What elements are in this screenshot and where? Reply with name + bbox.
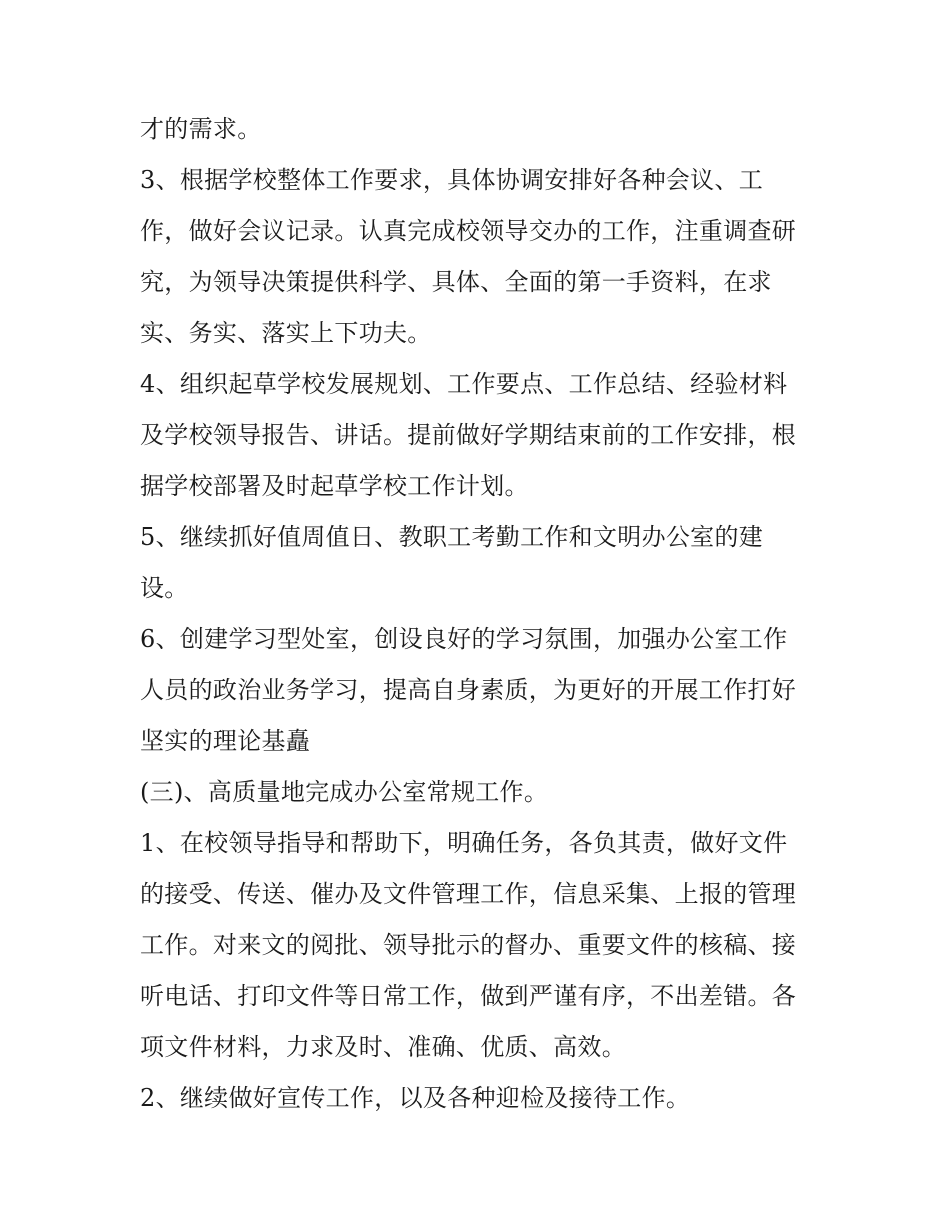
text-line: 3、根据学校整体工作要求，具体协调安排好各种会议、工 — [140, 166, 764, 194]
text-line: 设。 — [140, 574, 189, 602]
text-line: 听电话、打印文件等日常工作，做到严谨有序，不出差错。各 — [140, 982, 797, 1010]
text-line: 1、在校领导指导和帮助下，明确任务，各负其责，做好文件 — [140, 829, 788, 857]
text-line: 究，为领导决策提供科学、具体、全面的第一手资料，在求 — [140, 268, 772, 296]
text-line: 才的需求。 — [140, 115, 262, 143]
text-line: 项文件材料，力求及时、准确、优质、高效。 — [140, 1033, 626, 1061]
text-line: 5、继续抓好值周值日、教职工考勤工作和文明办公室的建 — [140, 523, 764, 551]
text-line: 人员的政治业务学习，提高自身素质，为更好的开展工作打好 — [140, 676, 797, 704]
text-line: 及学校领导报告、讲话。提前做好学期结束前的工作安排，根 — [140, 421, 797, 449]
text-line: 工作。对来文的阅批、领导批示的督办、重要文件的核稿、接 — [140, 931, 797, 959]
text-line: 2、继续做好宣传工作，以及各种迎检及接待工作。 — [140, 1084, 691, 1112]
text-line: 坚实的理论基矗 — [140, 727, 311, 755]
text-line: 实、务实、落实上下功夫。 — [140, 319, 432, 347]
text-line: 4、组织起草学校发展规划、工作要点、工作总结、经验材料 — [140, 370, 788, 398]
text-line: 的接受、传送、催办及文件管理工作，信息采集、上报的管理 — [140, 880, 797, 908]
section-heading: (三)、高质量地完成办公室常规工作。 — [140, 778, 549, 806]
text-line: 作，做好会议记录。认真完成校领导交办的工作，注重调查研 — [140, 217, 797, 245]
text-line: 据学校部署及时起草学校工作计划。 — [140, 472, 529, 500]
text-line: 6、创建学习型处室，创设良好的学习氛围，加强办公室工作 — [140, 625, 788, 653]
